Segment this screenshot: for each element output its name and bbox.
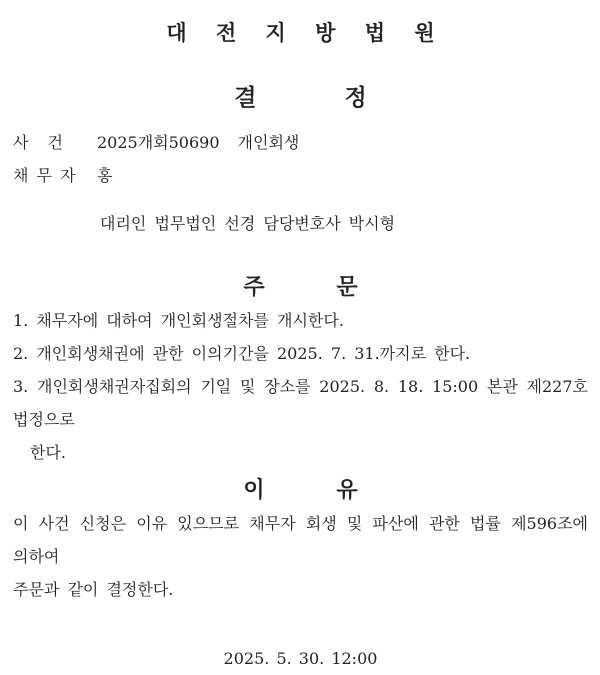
case-value [97, 126, 299, 159]
court-name-title: 대 전 지 방 법 원 [166, 20, 435, 45]
court-decision-document [0, 16, 600, 668]
iyu-heading: 이 유 [243, 477, 358, 503]
decision-heading: 결 정 [234, 84, 367, 111]
debtor-label: 채 무 자 [13, 166, 76, 185]
jumun-item-3-continuation: 한다. [30, 443, 66, 462]
debtor-name: 홍 [97, 166, 113, 185]
jumun-item-2: 2. 개인회생채권에 관한 이의기간을 2025. 7. 31.까지로 한다. [13, 344, 471, 363]
decision-datetime: 2025. 5. 30. 12:00 [223, 649, 378, 668]
jumun-heading: 주 문 [243, 274, 358, 300]
iyu-paragraph-line-1: 이 사건 신청은 이유 있으므로 채무자 회생 및 파산에 관한 법률 제596조에 의하여 [13, 514, 588, 566]
jumun-item-3: 3. 개인회생채권자집회의 기일 및 장소를 2025. 8. 18. 15:00 본관 제227호 법정으로 [13, 377, 588, 429]
jumun-item-1: 1. 채무자에 대하여 개인회생절차를 개시한다. [13, 311, 344, 330]
case-row [13, 126, 588, 159]
case-label: 사 건 [13, 133, 63, 152]
iyu-paragraph-line-2: 주문과 같이 결정한다. [13, 580, 174, 599]
attorney-line: 대리인 법무법인 선경 담당변호사 박시형 [100, 214, 396, 233]
debtor-row [13, 159, 588, 192]
case-type: 개인회생 [237, 133, 300, 152]
case-number: 2025개회50690 [97, 133, 220, 152]
